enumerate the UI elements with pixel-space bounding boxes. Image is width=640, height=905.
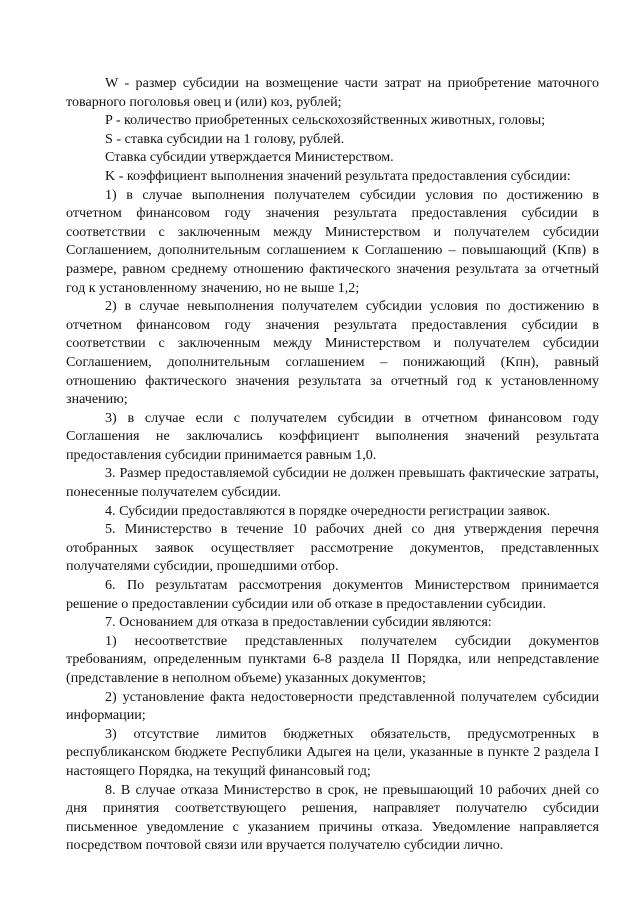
paragraph-section-4: 4. Субсидии предоставляются в порядке очередности регистрации заявок. <box>105 502 551 519</box>
paragraph-refusal-2: 2) установление факта недостоверности представленной получателем субсидии информации; <box>66 688 599 724</box>
paragraph-k-case-3: 3) в случае если с получателем субсидии в отчетном финансовом году Соглашения не заключались коэффициент выполнения значений результата предоставления субсидии принимается равным 1,0. <box>66 409 599 463</box>
paragraph-section-3: 3. Размер предоставляемой субсидии не должен превышать фактические затраты, понесенные получателем субсидии. <box>66 465 599 501</box>
paragraph-section-5: 5. Министерство в течение 10 рабочих дней со дня утверждения перечня отобранных заявок осуществляет рассмотрение документов, представленных получателями субсидии, прошедшими отбор. <box>66 521 599 575</box>
paragraph-w-definition: W - размер субсидии на возмещение части затрат на приобретение маточного товарного поголовья овец и (или) коз, рублей; <box>66 75 599 110</box>
paragraph-s-definition: S - ставка субсидии на 1 голову, рублей. <box>105 130 345 147</box>
document-body <box>66 74 599 855</box>
paragraph-section-7: 7. Основанием для отказа в предоставлении субсидии являются: <box>105 614 492 631</box>
paragraph-rate-approval: Ставка субсидии утверждается Министерством. <box>105 149 394 166</box>
paragraph-k-definition: K - коэффициент выполнения значений результата предоставления субсидии: <box>105 167 571 184</box>
paragraph-refusal-1: 1) несоответствие представленных получателем субсидии документов требованиям, определенным пунктами 6-8 раздела II Порядка, или непредставление (представление в неполном объеме) указанных документов; <box>66 632 599 686</box>
paragraph-k-case-2: 2) в случае невыполнения получателем субсидии условия по достижению в отчетном финансовом году значения результата предоставления субсидии в соответствии с заключенным между Министерством и получателем субсидии Соглашением, дополнительным соглашением – понижающий (Kпн), равный отношению фактического значения результата за отчетный год к установленному значению; <box>66 298 599 408</box>
paragraph-refusal-3: 3) отсутствие лимитов бюджетных обязательств, предусмотренных в республиканском бюджете Республики Адыгея на цели, указанные в пункте 2 раздела I настоящего Порядка, на текущий финансовый год; <box>66 725 599 779</box>
paragraph-k-case-1: 1) в случае выполнения получателем субсидии условия по достижению в отчетном финансовом году значения результата предоставления субсидии в соответствии с заключенным между Министерством и получателем субсидии Соглашением, дополнительным соглашением к Соглашению – повышающий (Kпв) в размере, равном среднему отношению фактического значения результата за отчетный год к установленному значению, но не выше 1,2; <box>66 186 599 296</box>
paragraph-p-definition: P - количество приобретенных сельскохозяйственных животных, головы; <box>105 112 546 129</box>
paragraph-section-6: 6. По результатам рассмотрения документов Министерством принимается решение о предоставлении субсидии или об отказе в предоставлении субсидии. <box>66 577 599 612</box>
paragraph-section-8: 8. В случае отказа Министерство в срок, не превышающий 10 рабочих дней со дня принятия соответствующего решения, направляет получателю субсидии письменное уведомление с указанием причины отказа. Уведомление направляется посредством почтовой связи или вручается получателю субсидии лично. <box>66 781 599 854</box>
